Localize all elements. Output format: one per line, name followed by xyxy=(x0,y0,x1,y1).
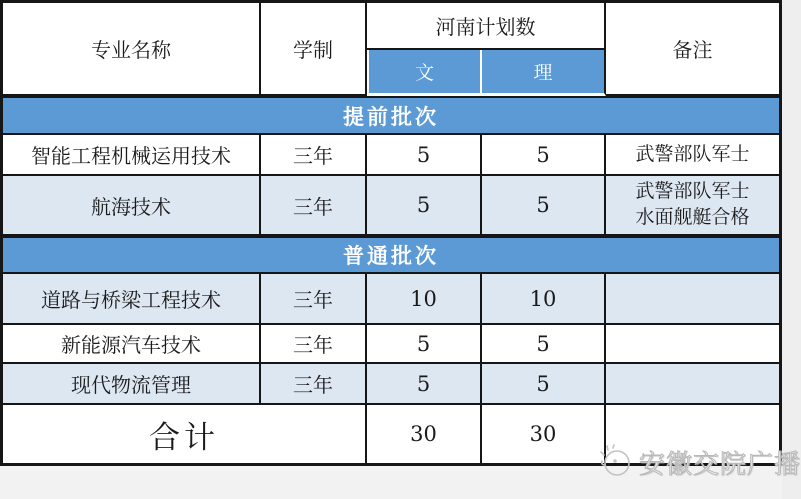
remark-line: 武警部队军士 xyxy=(635,142,750,165)
row-major-cell: 道路与桥梁工程技术 xyxy=(3,274,261,325)
row-remark-cell xyxy=(606,176,779,236)
header-henan-plan-group: 河南计划数 xyxy=(367,3,606,50)
remark-line: 水面舰艇合格 xyxy=(635,206,750,228)
total-row xyxy=(3,405,779,463)
section-advance-batch: 提前批次 xyxy=(3,96,779,135)
row-science-cell: 5 xyxy=(482,325,606,364)
total-science-cell: 30 xyxy=(482,405,606,463)
total-label: 合计 xyxy=(3,405,367,463)
total-liberal-cell: 30 xyxy=(367,405,482,463)
watermark-text: 安徽交院广播 xyxy=(639,449,801,480)
row-liberal-cell: 5 xyxy=(367,176,482,236)
table-row xyxy=(3,176,779,236)
header-duration: 学制 xyxy=(261,3,367,96)
table-row xyxy=(3,325,779,364)
header-liberal-arts: 文 xyxy=(367,50,482,96)
row-duration-cell: 三年 xyxy=(261,325,367,364)
row-major-cell: 现代物流管理 xyxy=(3,364,261,405)
row-remark-cell xyxy=(606,135,779,176)
table-row xyxy=(3,364,779,405)
row-science-cell: 5 xyxy=(482,176,606,236)
table-row xyxy=(3,274,779,325)
row-liberal-cell: 5 xyxy=(367,325,482,364)
row-major-cell: 新能源汽车技术 xyxy=(3,325,261,364)
header-major: 专业名称 xyxy=(3,3,261,96)
row-major-cell: 航海技术 xyxy=(3,176,261,236)
table-row xyxy=(3,135,779,176)
row-liberal-cell: 5 xyxy=(367,135,482,176)
row-remark-cell xyxy=(606,325,779,364)
row-duration-cell: 三年 xyxy=(261,274,367,325)
row-remark-cell xyxy=(606,364,779,405)
row-science-cell: 5 xyxy=(482,135,606,176)
total-remark-cell xyxy=(606,405,779,463)
row-science-cell: 5 xyxy=(482,364,606,405)
row-duration-cell: 三年 xyxy=(261,176,367,236)
row-remark-cell xyxy=(606,274,779,325)
row-science-cell: 10 xyxy=(482,274,606,325)
row-duration-cell: 三年 xyxy=(261,364,367,405)
row-liberal-cell: 5 xyxy=(367,364,482,405)
row-liberal-cell: 10 xyxy=(367,274,482,325)
header-science: 理 xyxy=(482,50,606,96)
row-duration-cell: 三年 xyxy=(261,135,367,176)
row-major-cell: 智能工程机械运用技术 xyxy=(3,135,261,176)
section-regular-batch: 普通批次 xyxy=(3,236,779,274)
header-remark: 备注 xyxy=(606,3,779,96)
remark-line: 武警部队军士 xyxy=(635,180,750,203)
